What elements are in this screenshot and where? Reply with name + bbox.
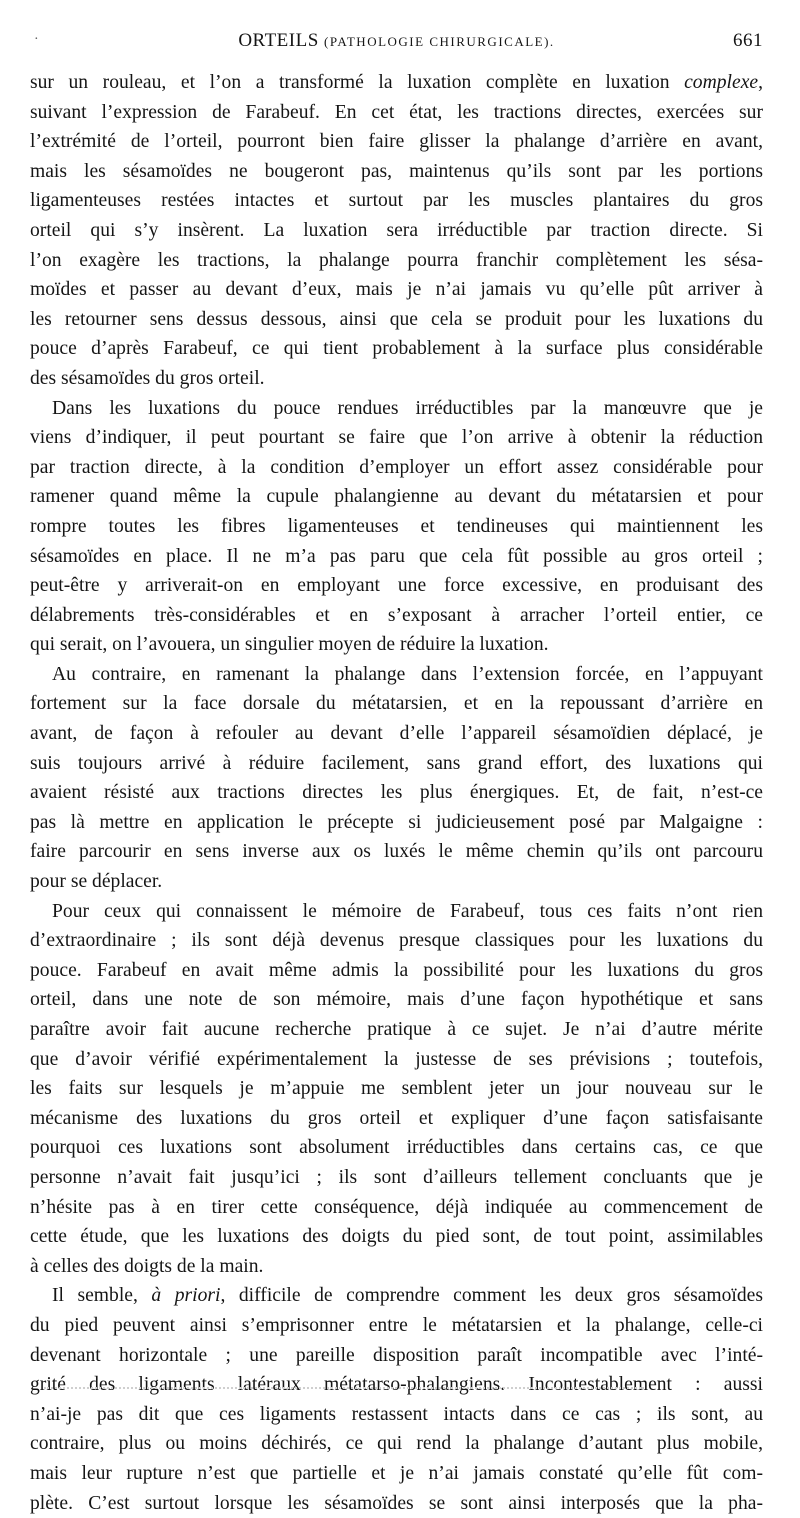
text-line: des sésamoïdes du gros orteil. bbox=[30, 364, 763, 394]
text-line: par traction directe, à la condition d’employer un effort assez considérable pour bbox=[30, 453, 763, 483]
text-line: viens d’indiquer, il peut pourtant se faire que l’on arrive à obtenir la réduction bbox=[30, 423, 763, 453]
text-line: n’hésite pas à en tirer cette conséquence, déjà indiquée au commencement de bbox=[30, 1193, 763, 1223]
text-line: moïdes et passer au devant d’eux, mais je n’ai jamais vu qu’elle pût arriver à bbox=[30, 275, 763, 305]
text-line: avaient résisté aux tractions directes les plus énergiques. Et, de fait, n’est-ce bbox=[30, 778, 763, 808]
text-line: suis toujours arrivé à réduire facilement, sans grand effort, des luxations qui bbox=[30, 749, 763, 779]
body-text bbox=[30, 68, 763, 1518]
text-line: les faits sur lesquels je m’appuie me semblent jeter un jour nouveau sur le bbox=[30, 1074, 763, 1104]
text-line: pourquoi ces luxations sont absolument irréductibles dans certains cas, ce que bbox=[30, 1133, 763, 1163]
text-line: pas là mettre en application le précepte si judicieusement posé par Malgaigne : bbox=[30, 808, 763, 838]
text-line: Il semble, à priori, difficile de comprendre comment les deux gros sésamoïdes bbox=[30, 1281, 763, 1311]
text-line: cette étude, que les luxations des doigts du pied sont, de tout point, assimilables bbox=[30, 1222, 763, 1252]
text-line: fortement sur la face dorsale du métatarsien, et en la repoussant d’arrière en bbox=[30, 689, 763, 719]
text-line: l’extrémité de l’orteil, pourront bien faire glisser la phalange d’arrière en avant, bbox=[30, 127, 763, 157]
text-line: mais leur rupture n’est que partielle et je n’ai jamais constaté qu’elle fût com- bbox=[30, 1459, 763, 1489]
text-line: paraître avoir fait aucune recherche pratique à ce sujet. Je n’ai d’autre mérite bbox=[30, 1015, 763, 1045]
header-mark: · bbox=[34, 32, 39, 48]
text-line: faire parcourir en sens inverse aux os luxés le même chemin qu’ils ont parcouru bbox=[30, 837, 763, 867]
text-line: ramener quand même la cupule phalangienne au devant du métatarsien et pour bbox=[30, 482, 763, 512]
text-line: Dans les luxations du pouce rendues irréductibles par la manœuvre que je bbox=[30, 394, 763, 424]
text-line: devenant horizontale ; une pareille disposition paraît incompatible avec l’inté- bbox=[30, 1341, 763, 1371]
text-line: avant, de façon à refouler au devant d’elle l’appareil sésamoïdien déplacé, je bbox=[30, 719, 763, 749]
text-line: délabrements très-considérables et en s’exposant à arracher l’orteil entier, ce bbox=[30, 601, 763, 631]
text-line: que d’avoir vérifié expérimentalement la justesse de ses prévisions ; toutefois, bbox=[30, 1045, 763, 1075]
text-line: pour se déplacer. bbox=[30, 867, 763, 897]
text-line: à celles des doigts de la main. bbox=[30, 1252, 763, 1282]
text-line: Pour ceux qui connaissent le mémoire de Farabeuf, tous ces faits n’ont rien bbox=[30, 897, 763, 927]
text-line: peut-être y arriverait-on en employant une force excessive, en produisant des bbox=[30, 571, 763, 601]
text-line: ligamenteuses restées intactes et surtout par les muscles plantaires du gros bbox=[30, 186, 763, 216]
running-title-main: ORTEILS bbox=[238, 30, 318, 51]
text-line: plète. C’est surtout lorsque les sésamoïdes se sont ainsi interposés que la pha- bbox=[30, 1489, 763, 1518]
page-number: 661 bbox=[733, 30, 763, 52]
running-header bbox=[30, 26, 763, 58]
text-line: contraire, plus ou moins déchirés, ce qui rend la phalange d’autant plus mobile, bbox=[30, 1429, 763, 1459]
text-line: d’extraordinaire ; ils sont déjà devenus presque classiques pour les luxations du bbox=[30, 926, 763, 956]
text-line: l’on exagère les tractions, la phalange pourra franchir complètement les sésa- bbox=[30, 246, 763, 276]
text-line: qui serait, on l’avouera, un singulier moyen de réduire la luxation. bbox=[30, 630, 763, 660]
footer-rule bbox=[44, 1387, 644, 1395]
text-line: personne n’avait fait jusqu’ici ; ils sont d’ailleurs tellement concluants que je bbox=[30, 1163, 763, 1193]
text-line: mécanisme des luxations du gros orteil et expliquer d’une façon satisfaisante bbox=[30, 1104, 763, 1134]
text-line: grité des ligaments latéraux métatarso-phalangiens. Incontestablement : aussi bbox=[30, 1370, 763, 1400]
text-line: les retourner sens dessus dessous, ainsi que cela se produit pour les luxations du bbox=[30, 305, 763, 335]
text-line: suivant l’expression de Farabeuf. En cet état, les tractions directes, exercées sur bbox=[30, 98, 763, 128]
running-title-sub: (PATHOLOGIE CHIRURGICALE). bbox=[324, 34, 555, 49]
text-line: sur un rouleau, et l’on a transformé la luxation complète en luxation complexe, bbox=[30, 68, 763, 98]
text-line: Au contraire, en ramenant la phalange dans l’extension forcée, en l’appuyant bbox=[30, 660, 763, 690]
running-title bbox=[30, 30, 763, 52]
text-line: rompre toutes les fibres ligamenteuses et tendineuses qui maintiennent les bbox=[30, 512, 763, 542]
text-line: mais les sésamoïdes ne bougeront pas, maintenus qu’ils sont par les portions bbox=[30, 157, 763, 187]
text-line: pouce d’après Farabeuf, ce qui tient probablement à la surface plus considérable bbox=[30, 334, 763, 364]
text-line: orteil qui s’y insèrent. La luxation sera irréductible par traction directe. Si bbox=[30, 216, 763, 246]
text-line: pouce. Farabeuf en avait même admis la possibilité pour les luxations du gros bbox=[30, 956, 763, 986]
text-line: n’ai-je pas dit que ces ligaments restassent intacts dans ce cas ; ils sont, au bbox=[30, 1400, 763, 1430]
text-line: du pied peuvent ainsi s’emprisonner entre le métatarsien et la phalange, celle-ci bbox=[30, 1311, 763, 1341]
text-line: sésamoïdes en place. Il ne m’a pas paru que cela fût possible au gros orteil ; bbox=[30, 542, 763, 572]
text-line: orteil, dans une note de son mémoire, mais d’une façon hypothétique et sans bbox=[30, 985, 763, 1015]
